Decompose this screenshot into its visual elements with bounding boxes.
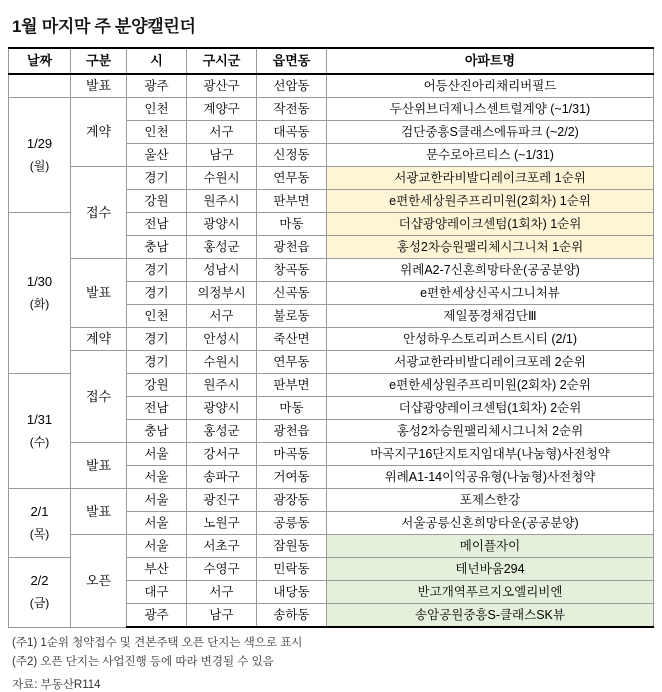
note-1: (주1) 1순위 청약접수 및 견본주택 오픈 단지는 색으로 표시 xyxy=(12,637,303,649)
date-main: 1/31 xyxy=(26,412,53,427)
cell-type: 발표 xyxy=(71,74,127,98)
cell-dong: 창곡동 xyxy=(257,259,327,282)
cell-si: 경기 xyxy=(127,167,187,190)
cell-gu: 홍성군 xyxy=(187,420,257,443)
cell-apartment: 홍성2차승원팰리체시그니처 1순위 xyxy=(327,236,654,259)
cell-type: 발표 xyxy=(71,489,127,535)
table-body xyxy=(9,74,654,627)
cell-apartment: 서광교한라비발디레이크포레 2순위 xyxy=(327,351,654,374)
cell-dong: 광장동 xyxy=(257,489,327,512)
cell-apartment: 어등산진아리채리버필드 xyxy=(327,74,654,98)
cell-si: 광주 xyxy=(127,604,187,628)
cell-si: 울산 xyxy=(127,144,187,167)
cell-date xyxy=(9,213,71,374)
cell-si: 전남 xyxy=(127,213,187,236)
table-header-row xyxy=(9,48,654,74)
date-weekday: (목) xyxy=(29,527,50,541)
cell-dong: 신정동 xyxy=(257,144,327,167)
column-header-type: 구분 xyxy=(71,48,127,74)
cell-type: 접수 xyxy=(71,351,127,443)
cell-si: 서울 xyxy=(127,512,187,535)
cell-apartment: 송암공원중흥S-클래스SK뷰 xyxy=(327,604,654,628)
cell-dong: 판부면 xyxy=(257,374,327,397)
cell-gu: 원주시 xyxy=(187,190,257,213)
column-header-date: 날짜 xyxy=(9,48,71,74)
date-weekday: (수) xyxy=(29,435,50,449)
table-row xyxy=(9,351,654,374)
cell-gu: 수원시 xyxy=(187,167,257,190)
cell-apartment: 서광교한라비발디레이크포레 1순위 xyxy=(327,167,654,190)
cell-dong: 잠원동 xyxy=(257,535,327,558)
table-row xyxy=(9,167,654,190)
cell-dong: 연무동 xyxy=(257,351,327,374)
cell-si: 서울 xyxy=(127,535,187,558)
table-row xyxy=(9,259,654,282)
cell-dong: 작전동 xyxy=(257,98,327,121)
cell-si: 강원 xyxy=(127,190,187,213)
cell-dong: 거여동 xyxy=(257,466,327,489)
cell-si: 서울 xyxy=(127,443,187,466)
cell-apartment: 검단중흥S클래스에듀파크 (~2/2) xyxy=(327,121,654,144)
cell-gu: 송파구 xyxy=(187,466,257,489)
cell-apartment: 더샵광양레이크센텀(1회차) 1순위 xyxy=(327,213,654,236)
cell-apartment: 위례A2-7신혼희망타운(공공분양) xyxy=(327,259,654,282)
cell-si: 경기 xyxy=(127,259,187,282)
cell-si: 경기 xyxy=(127,282,187,305)
cell-dong: 대곡동 xyxy=(257,121,327,144)
cell-si: 부산 xyxy=(127,558,187,581)
cell-dong: 마곡동 xyxy=(257,443,327,466)
cell-apartment: 반고개역푸르지오엘리비엔 xyxy=(327,581,654,604)
cell-gu: 원주시 xyxy=(187,374,257,397)
cell-dong: 판부면 xyxy=(257,190,327,213)
cell-apartment: 테넌바움294 xyxy=(327,558,654,581)
cell-dong: 마동 xyxy=(257,397,327,420)
cell-dong: 광천읍 xyxy=(257,420,327,443)
cell-gu: 홍성군 xyxy=(187,236,257,259)
cell-gu: 광양시 xyxy=(187,397,257,420)
cell-apartment: 더샵광양레이크센텀(1회차) 2순위 xyxy=(327,397,654,420)
date-weekday: (월) xyxy=(29,159,50,173)
cell-si: 광주 xyxy=(127,74,187,98)
cell-gu: 광진구 xyxy=(187,489,257,512)
date-main: 1/29 xyxy=(26,136,53,151)
date-main: 2/1 xyxy=(30,504,49,519)
cell-apartment: 위례A1-14이익공유형(나눔형)사전청약 xyxy=(327,466,654,489)
cell-si: 인천 xyxy=(127,121,187,144)
table-row xyxy=(9,98,654,121)
cell-dong: 송하동 xyxy=(257,604,327,628)
table-row xyxy=(9,489,654,512)
cell-dong: 광천읍 xyxy=(257,236,327,259)
cell-apartment: 문수로아르티스 (~1/31) xyxy=(327,144,654,167)
cell-apartment: 마곡지구16단지토지임대부(나눔형)사전청약 xyxy=(327,443,654,466)
cell-apartment: 제일풍경채검단Ⅲ xyxy=(327,305,654,328)
column-header-apartment: 아파트명 xyxy=(327,48,654,74)
cell-si: 강원 xyxy=(127,374,187,397)
cell-gu: 남구 xyxy=(187,144,257,167)
cell-gu: 강서구 xyxy=(187,443,257,466)
cell-type: 발표 xyxy=(71,443,127,489)
cell-apartment: 홍성2차승원팰리체시그니처 2순위 xyxy=(327,420,654,443)
table-row xyxy=(9,74,654,98)
cell-dong: 민락동 xyxy=(257,558,327,581)
date-main: 2/2 xyxy=(30,573,49,589)
cell-gu: 광산구 xyxy=(187,74,257,98)
cell-dong: 공릉동 xyxy=(257,512,327,535)
cell-date xyxy=(9,558,71,628)
cell-apartment: 서울공릉신혼희망타운(공공분양) xyxy=(327,512,654,535)
cell-gu: 수영구 xyxy=(187,558,257,581)
source-text: 자료: 부동산R114 xyxy=(12,679,101,691)
cell-dong: 불로동 xyxy=(257,305,327,328)
cell-gu: 서초구 xyxy=(187,535,257,558)
column-header-gu: 구시군 xyxy=(187,48,257,74)
date-weekday: (화) xyxy=(29,297,50,311)
table-row xyxy=(9,443,654,466)
cell-type: 오픈 xyxy=(71,535,127,628)
cell-si: 전남 xyxy=(127,397,187,420)
notes xyxy=(12,634,654,672)
column-header-si: 시 xyxy=(127,48,187,74)
cell-date xyxy=(9,374,71,489)
cell-date xyxy=(9,98,71,213)
cell-dong: 내당동 xyxy=(257,581,327,604)
cell-gu: 남구 xyxy=(187,604,257,628)
cell-apartment: 두산위브더제니스센트럴계양 (~1/31) xyxy=(327,98,654,121)
cell-apartment: e편한세상원주프리미원(2회차) 2순위 xyxy=(327,374,654,397)
cell-type: 발표 xyxy=(71,259,127,328)
cell-si: 인천 xyxy=(127,98,187,121)
cell-si: 서울 xyxy=(127,489,187,512)
cell-gu: 서구 xyxy=(187,581,257,604)
cell-gu: 서구 xyxy=(187,305,257,328)
table-row xyxy=(9,535,654,558)
cell-si: 충남 xyxy=(127,236,187,259)
cell-si: 충남 xyxy=(127,420,187,443)
page-title: 1월 마지막 주 분양캘린더 xyxy=(12,17,196,36)
cell-si: 경기 xyxy=(127,328,187,351)
cell-date xyxy=(9,489,71,558)
cell-gu: 의정부시 xyxy=(187,282,257,305)
cell-gu: 노원구 xyxy=(187,512,257,535)
cell-si: 인천 xyxy=(127,305,187,328)
note-2: (주2) 오픈 단지는 사업진행 등에 따라 변경될 수 있음 xyxy=(12,656,274,668)
cell-si: 대구 xyxy=(127,581,187,604)
cell-si: 서울 xyxy=(127,466,187,489)
cell-gu: 성남시 xyxy=(187,259,257,282)
date-main: 1/30 xyxy=(26,274,53,289)
cell-dong: 죽산면 xyxy=(257,328,327,351)
cell-dong: 마동 xyxy=(257,213,327,236)
supply-calendar-table xyxy=(8,47,654,628)
table-row xyxy=(9,328,654,351)
cell-dong: 신곡동 xyxy=(257,282,327,305)
cell-apartment: 포제스한강 xyxy=(327,489,654,512)
cell-date xyxy=(9,74,71,98)
cell-type: 계약 xyxy=(71,98,127,167)
cell-type: 계약 xyxy=(71,328,127,351)
cell-gu: 광양시 xyxy=(187,213,257,236)
cell-dong: 선암동 xyxy=(257,74,327,98)
cell-gu: 계양구 xyxy=(187,98,257,121)
cell-apartment: 안성하우스토리퍼스트시티 (2/1) xyxy=(327,328,654,351)
column-header-dong: 읍면동 xyxy=(257,48,327,74)
date-weekday: (금) xyxy=(29,596,50,611)
cell-gu: 안성시 xyxy=(187,328,257,351)
cell-dong: 연무동 xyxy=(257,167,327,190)
cell-apartment: e편한세상원주프리미원(2회차) 1순위 xyxy=(327,190,654,213)
cell-apartment: 메이플자이 xyxy=(327,535,654,558)
cell-apartment: e편한세상신곡시그니처뷰 xyxy=(327,282,654,305)
cell-type: 접수 xyxy=(71,167,127,259)
cell-gu: 서구 xyxy=(187,121,257,144)
cell-si: 경기 xyxy=(127,351,187,374)
cell-gu: 수원시 xyxy=(187,351,257,374)
